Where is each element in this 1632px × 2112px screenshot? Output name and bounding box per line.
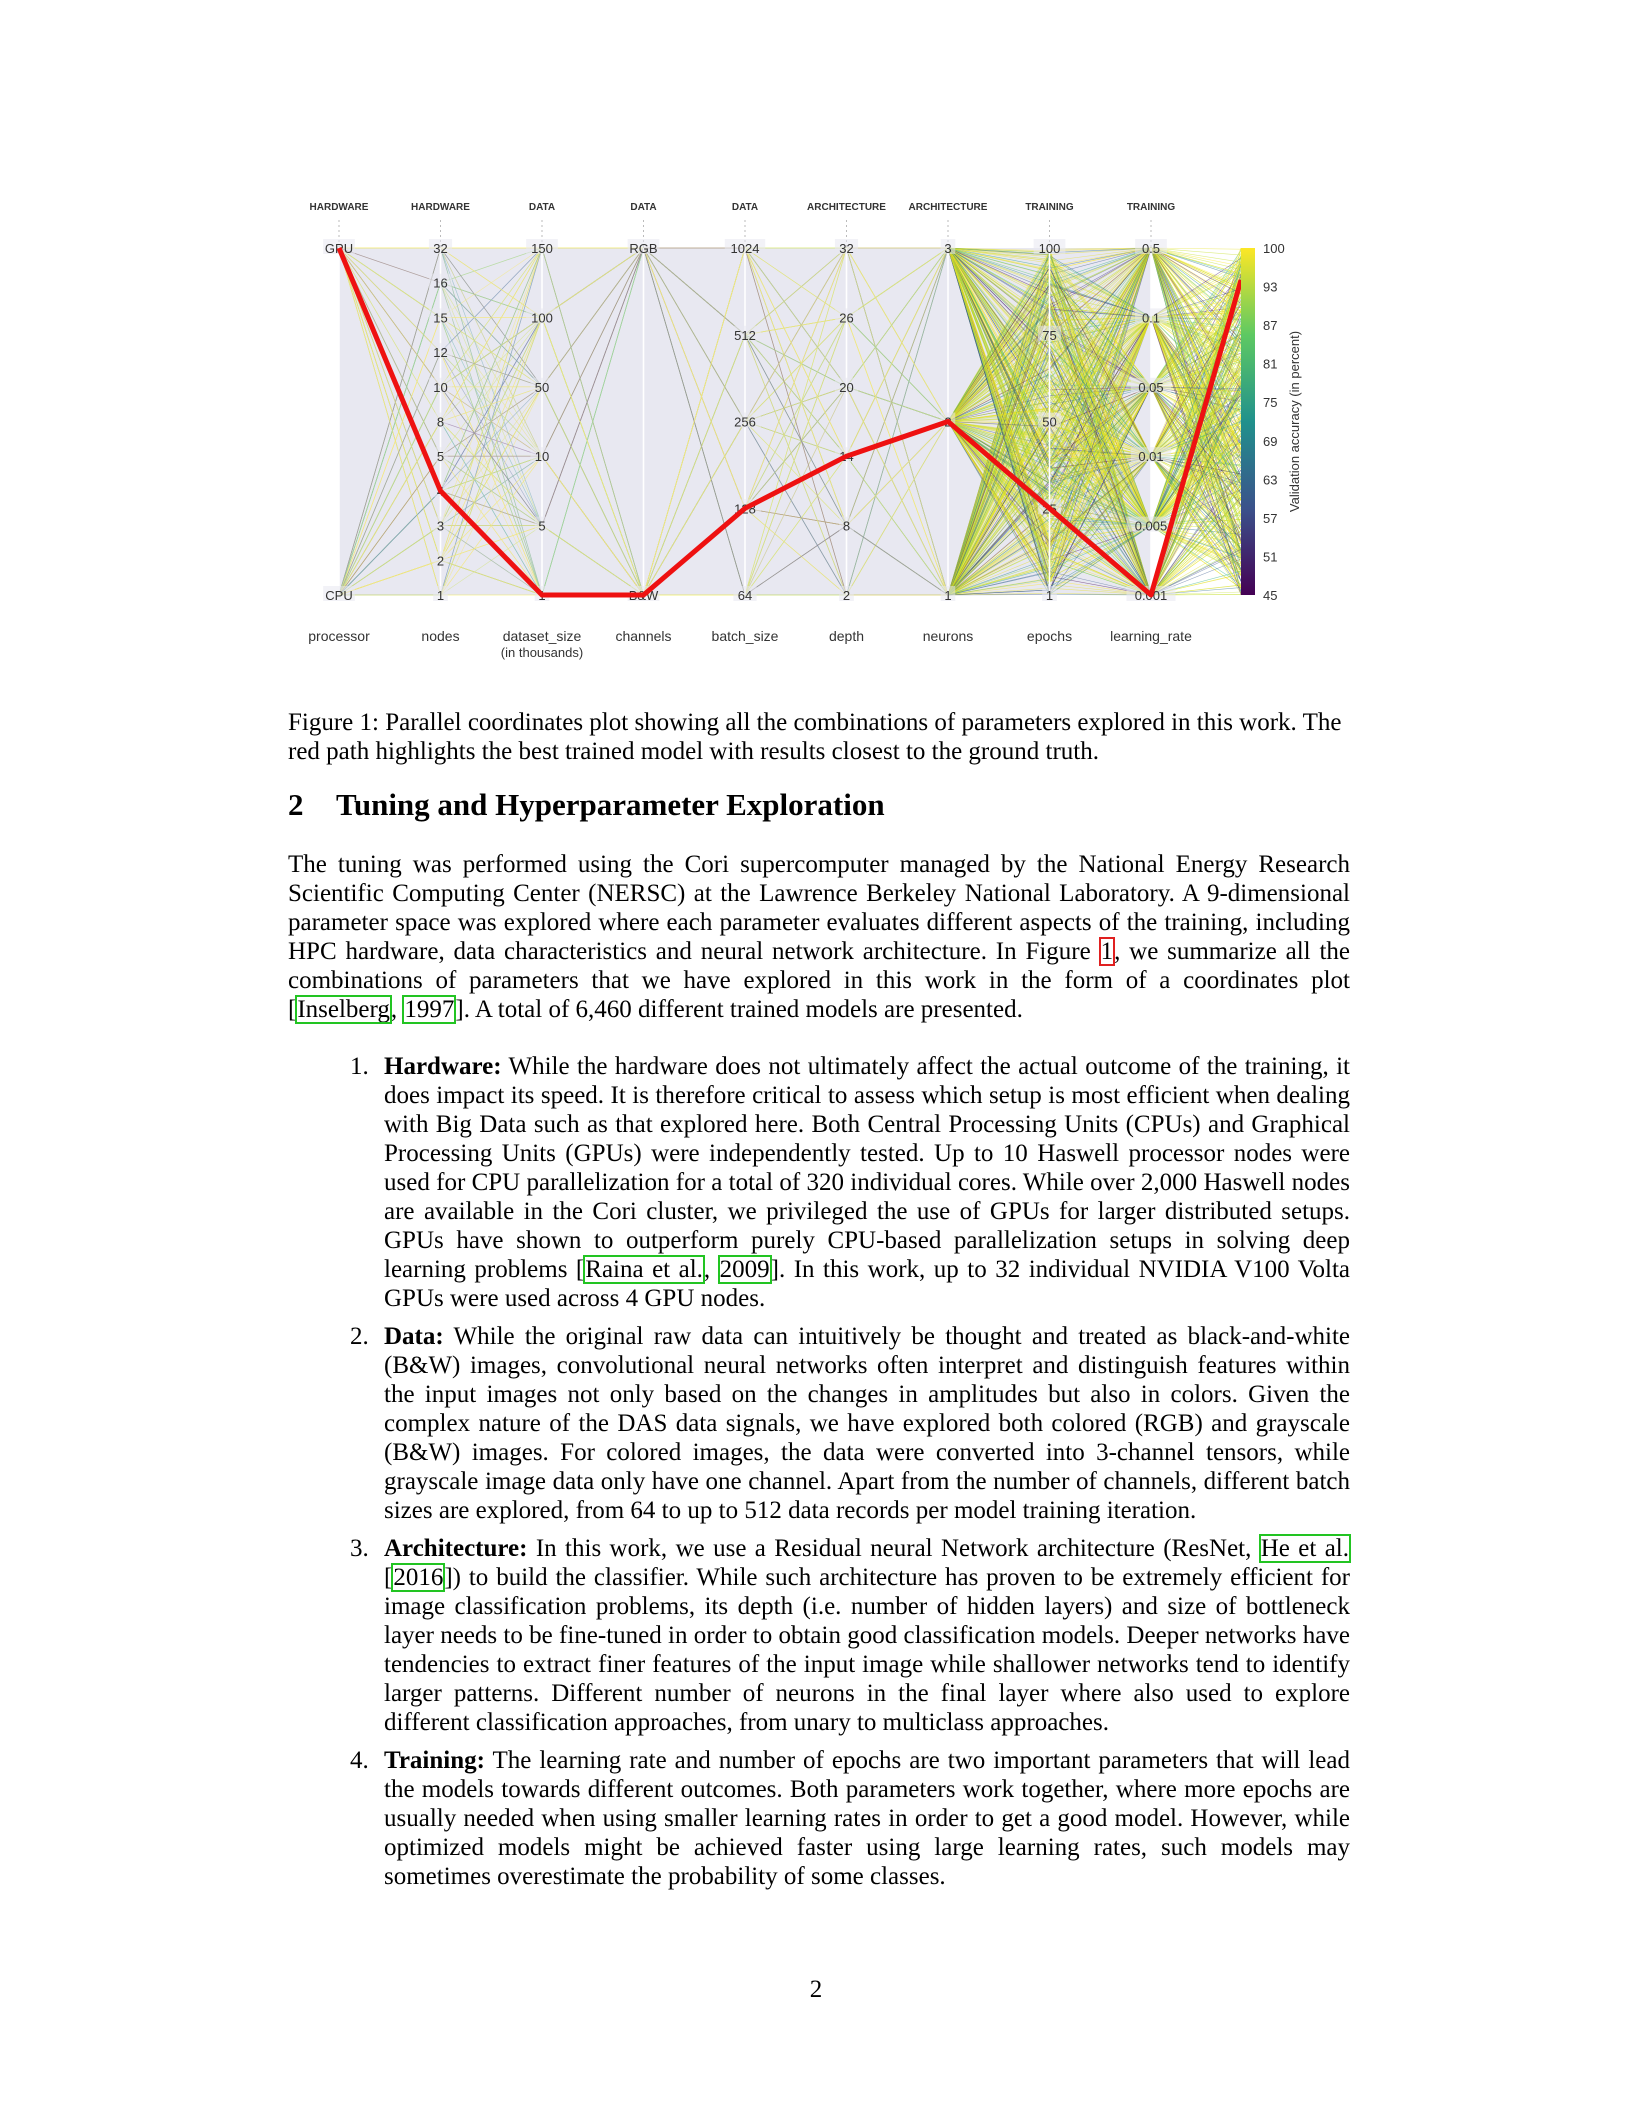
list-number: 3. — [350, 1535, 369, 1562]
citation-year-link[interactable]: 1997 — [404, 996, 455, 1023]
tick-label: 32 — [839, 241, 854, 256]
axis-group-label: HARDWARE — [411, 202, 470, 213]
citation-author-link[interactable]: Inselberg — [297, 996, 390, 1023]
axis-group-label: TRAINING — [1126, 202, 1176, 213]
colorbar-tick-label: 51 — [1263, 549, 1278, 565]
tick-label: 10 — [433, 379, 448, 395]
axis-group-label: DATA — [731, 202, 759, 213]
tick-label: 2 — [944, 414, 952, 430]
tick-label: 512 — [734, 327, 756, 343]
figure-reference-link[interactable]: 1 — [1100, 938, 1114, 965]
tick-label: B&W — [628, 588, 659, 603]
tick-label: 0.01 — [1138, 449, 1164, 465]
tick-label: 50 — [534, 379, 550, 395]
tick-label: 16 — [433, 275, 448, 291]
tick-label: 4 — [436, 483, 445, 499]
tick-label: CPU — [325, 588, 353, 603]
citation-author-link[interactable]: He et al. — [1260, 1535, 1349, 1562]
tick-label: 8 — [842, 518, 851, 534]
colorbar-title: Validation accuracy (in percent) — [1287, 330, 1302, 513]
axis-group-label: TRAINING — [1025, 202, 1074, 213]
tick-label: 2 — [436, 553, 445, 569]
colorbar-tick-label: 69 — [1263, 433, 1278, 449]
tick-label: 10 — [534, 449, 550, 465]
tick-label: 32 — [433, 241, 448, 256]
tick-label: 0.001 — [1134, 588, 1168, 603]
tick-label: 1 — [1045, 588, 1054, 603]
axis-group-label: ARCHITECTURE — [908, 202, 988, 213]
enumerated-list — [340, 1052, 1350, 1900]
tick-label: 5 — [538, 518, 546, 534]
axis-label: batch_size — [711, 628, 779, 644]
axis-label: dataset_size — [502, 628, 582, 644]
section-heading — [288, 787, 885, 823]
colorbar-tick-label: 57 — [1263, 510, 1278, 526]
list-number: 4. — [350, 1747, 369, 1774]
axis-label: channels — [615, 628, 672, 644]
item-heading: Architecture: — [384, 1535, 528, 1562]
tick-label: 3 — [944, 241, 952, 256]
parallel-coordinates-plot — [280, 190, 1360, 680]
citation-year-link[interactable]: 2009 — [719, 1256, 770, 1283]
item-heading: Training: — [384, 1747, 485, 1774]
list-number: 1. — [350, 1053, 369, 1080]
tick-label: 256 — [734, 414, 756, 430]
list-item-training: 4. Training: The learning rate and number of epochs are two important parameters that will lead the models towards different outcomes. Both parameters work together, where more epochs are usually needed when using smaller learning rates in order to get a good model. However, while optimized models might be achieved faster using large learning rates, such models may sometimes overestimate the probability of some classes. — [350, 1747, 1350, 1890]
colorbar-tick-label: 45 — [1263, 588, 1278, 603]
tick-label: 25 — [1042, 501, 1057, 517]
parallel-coordinates-figure — [280, 190, 1360, 680]
tick-label: RGB — [629, 241, 658, 256]
section-number: 2 — [288, 787, 304, 822]
tick-label: 5 — [436, 449, 445, 465]
tick-label: 14 — [839, 449, 854, 465]
tick-label: 50 — [1042, 414, 1057, 430]
colorbar — [1241, 248, 1255, 595]
tick-label: 1 — [436, 588, 445, 603]
citation-year-link[interactable]: 2016 — [393, 1564, 444, 1591]
axis-label: depth — [828, 628, 865, 644]
colorbar-tick-label: 75 — [1263, 395, 1278, 411]
tick-label: 0.005 — [1134, 518, 1168, 534]
list-number: 2. — [350, 1323, 369, 1350]
tick-label: 2 — [842, 588, 851, 603]
tick-label: 3 — [436, 518, 445, 534]
item-heading: Hardware: — [384, 1053, 502, 1080]
item-heading: Data: — [384, 1323, 444, 1350]
figure-caption: Figure 1: Parallel coordinates plot showing all the combinations of parameters explored in this work. The red path highlights the best trained model with results closest to the ground truth. — [288, 709, 1342, 765]
tick-label: 0.1 — [1141, 310, 1161, 326]
list-item-architecture: 3. Architecture: In this work, we use a Residual neural Network architecture (ResNet, He et al. [2016]) to build the classifier. While such architecture has proven to be extremely efficient for image classification problems, its depth (i.e. number of hidden layers) and size of bottleneck layer needs to be fine-tuned in order to obtain good classification models. Deeper networks have tendencies to extract finer features of the input image while shallower networks tend to identify larger patterns. Different number of neurons in the final layer where also used to explore different classification approaches, from unary to multiclass approaches. — [350, 1535, 1350, 1736]
tick-label: 150 — [531, 241, 553, 256]
tick-label: 0.5 — [1141, 241, 1161, 256]
tick-label: 8 — [436, 414, 445, 430]
tick-label: 100 — [1038, 241, 1061, 256]
tick-label: 1 — [944, 588, 952, 603]
tick-label: 1024 — [730, 241, 760, 256]
axis-label: learning_rate — [1110, 628, 1192, 644]
page-number: 2 — [809, 1976, 823, 2003]
tick-label: GPU — [324, 241, 354, 256]
tick-label: 100 — [531, 310, 553, 326]
tick-label: 12 — [433, 345, 448, 361]
list-item-hardware: 1. Hardware: While the hardware does not ultimately affect the actual outcome of the training, it does impact its speed. It is therefore critical to assess which setup is most efficient when dealing with Big Data such as that explored here. Both Central Processing Units (CPUs) and Graphical Processing Units (GPUs) were independently tested. Up to 10 Haswell processor nodes were used for CPU parallelization for a total of 320 individual cores. While over 2,000 Haswell nodes are available in the Cori cluster, we privileged the use of GPUs for larger distributed setups. GPUs have shown to outperform purely CPU-based parallelization setups in solving deep learning problems [Raina et al., 2009]. In this work, up to 32 individual NVIDIA V100 Volta GPUs were used across 4 GPU nodes. — [350, 1053, 1351, 1312]
list-item-data: 2. Data: While the original raw data can intuitively be thought and treated as black-and-white (B&W) images, convolutional neural networks often interpret and distinguish features within the input images not only based on the changes in amplitudes but also in colors. Given the complex nature of the DAS data signals, we have explored both colored (RGB) and grayscale (B&W) images. For colored images, the data were converted into 3-channel tensors, while grayscale image data only have one channel. Apart from the number of channels, different batch sizes are explored, from 64 to up to 512 data records per model training iteration. — [350, 1323, 1350, 1524]
tick-label: 15 — [433, 310, 448, 326]
intro-paragraph: The tuning was performed using the Cori supercomputer managed by the National Energy Research Scientific Computing Center (NERSC) at the Lawrence Berkeley National Laboratory. A 9-dimensional parameter space was explored where each parameter evaluates different aspects of the training, including HPC hardware, data characteristics and neural network architecture. In Figure 1, we summarize all the combinations of parameters that we have explored in this work in the form of a coordinates plot [Inselberg, 1997]. A total of 6,460 different trained models are presented. — [288, 851, 1350, 1023]
colorbar-tick-label: 63 — [1263, 472, 1278, 488]
tick-label: 64 — [737, 588, 753, 603]
colorbar-tick-label: 81 — [1263, 356, 1278, 372]
tick-label: 20 — [839, 379, 854, 395]
tick-label: 26 — [839, 310, 854, 326]
colorbar-tick-label: 93 — [1263, 279, 1278, 295]
axis-label: neurons — [922, 628, 974, 644]
axis-group-label: DATA — [630, 202, 657, 213]
axis-group-label: ARCHITECTURE — [807, 202, 886, 213]
axis-label: processor — [308, 628, 370, 644]
axis-group-label: DATA — [528, 202, 556, 213]
axis-sublabel: (in thousands) — [500, 645, 584, 660]
axis-label: nodes — [421, 628, 460, 644]
tick-label: 0.05 — [1138, 379, 1164, 395]
section-title: Tuning and Hyperparameter Exploration — [336, 787, 885, 822]
colorbar-tick-label: 100 — [1263, 241, 1285, 256]
axis-group-label: HARDWARE — [309, 202, 369, 213]
tick-label: 1 — [538, 588, 546, 603]
colorbar-tick-label: 87 — [1263, 318, 1278, 334]
axis-label: epochs — [1026, 628, 1073, 644]
tick-label: 128 — [734, 501, 756, 517]
citation-author-link[interactable]: Raina et al. — [585, 1256, 703, 1283]
tick-label: 75 — [1042, 327, 1057, 343]
